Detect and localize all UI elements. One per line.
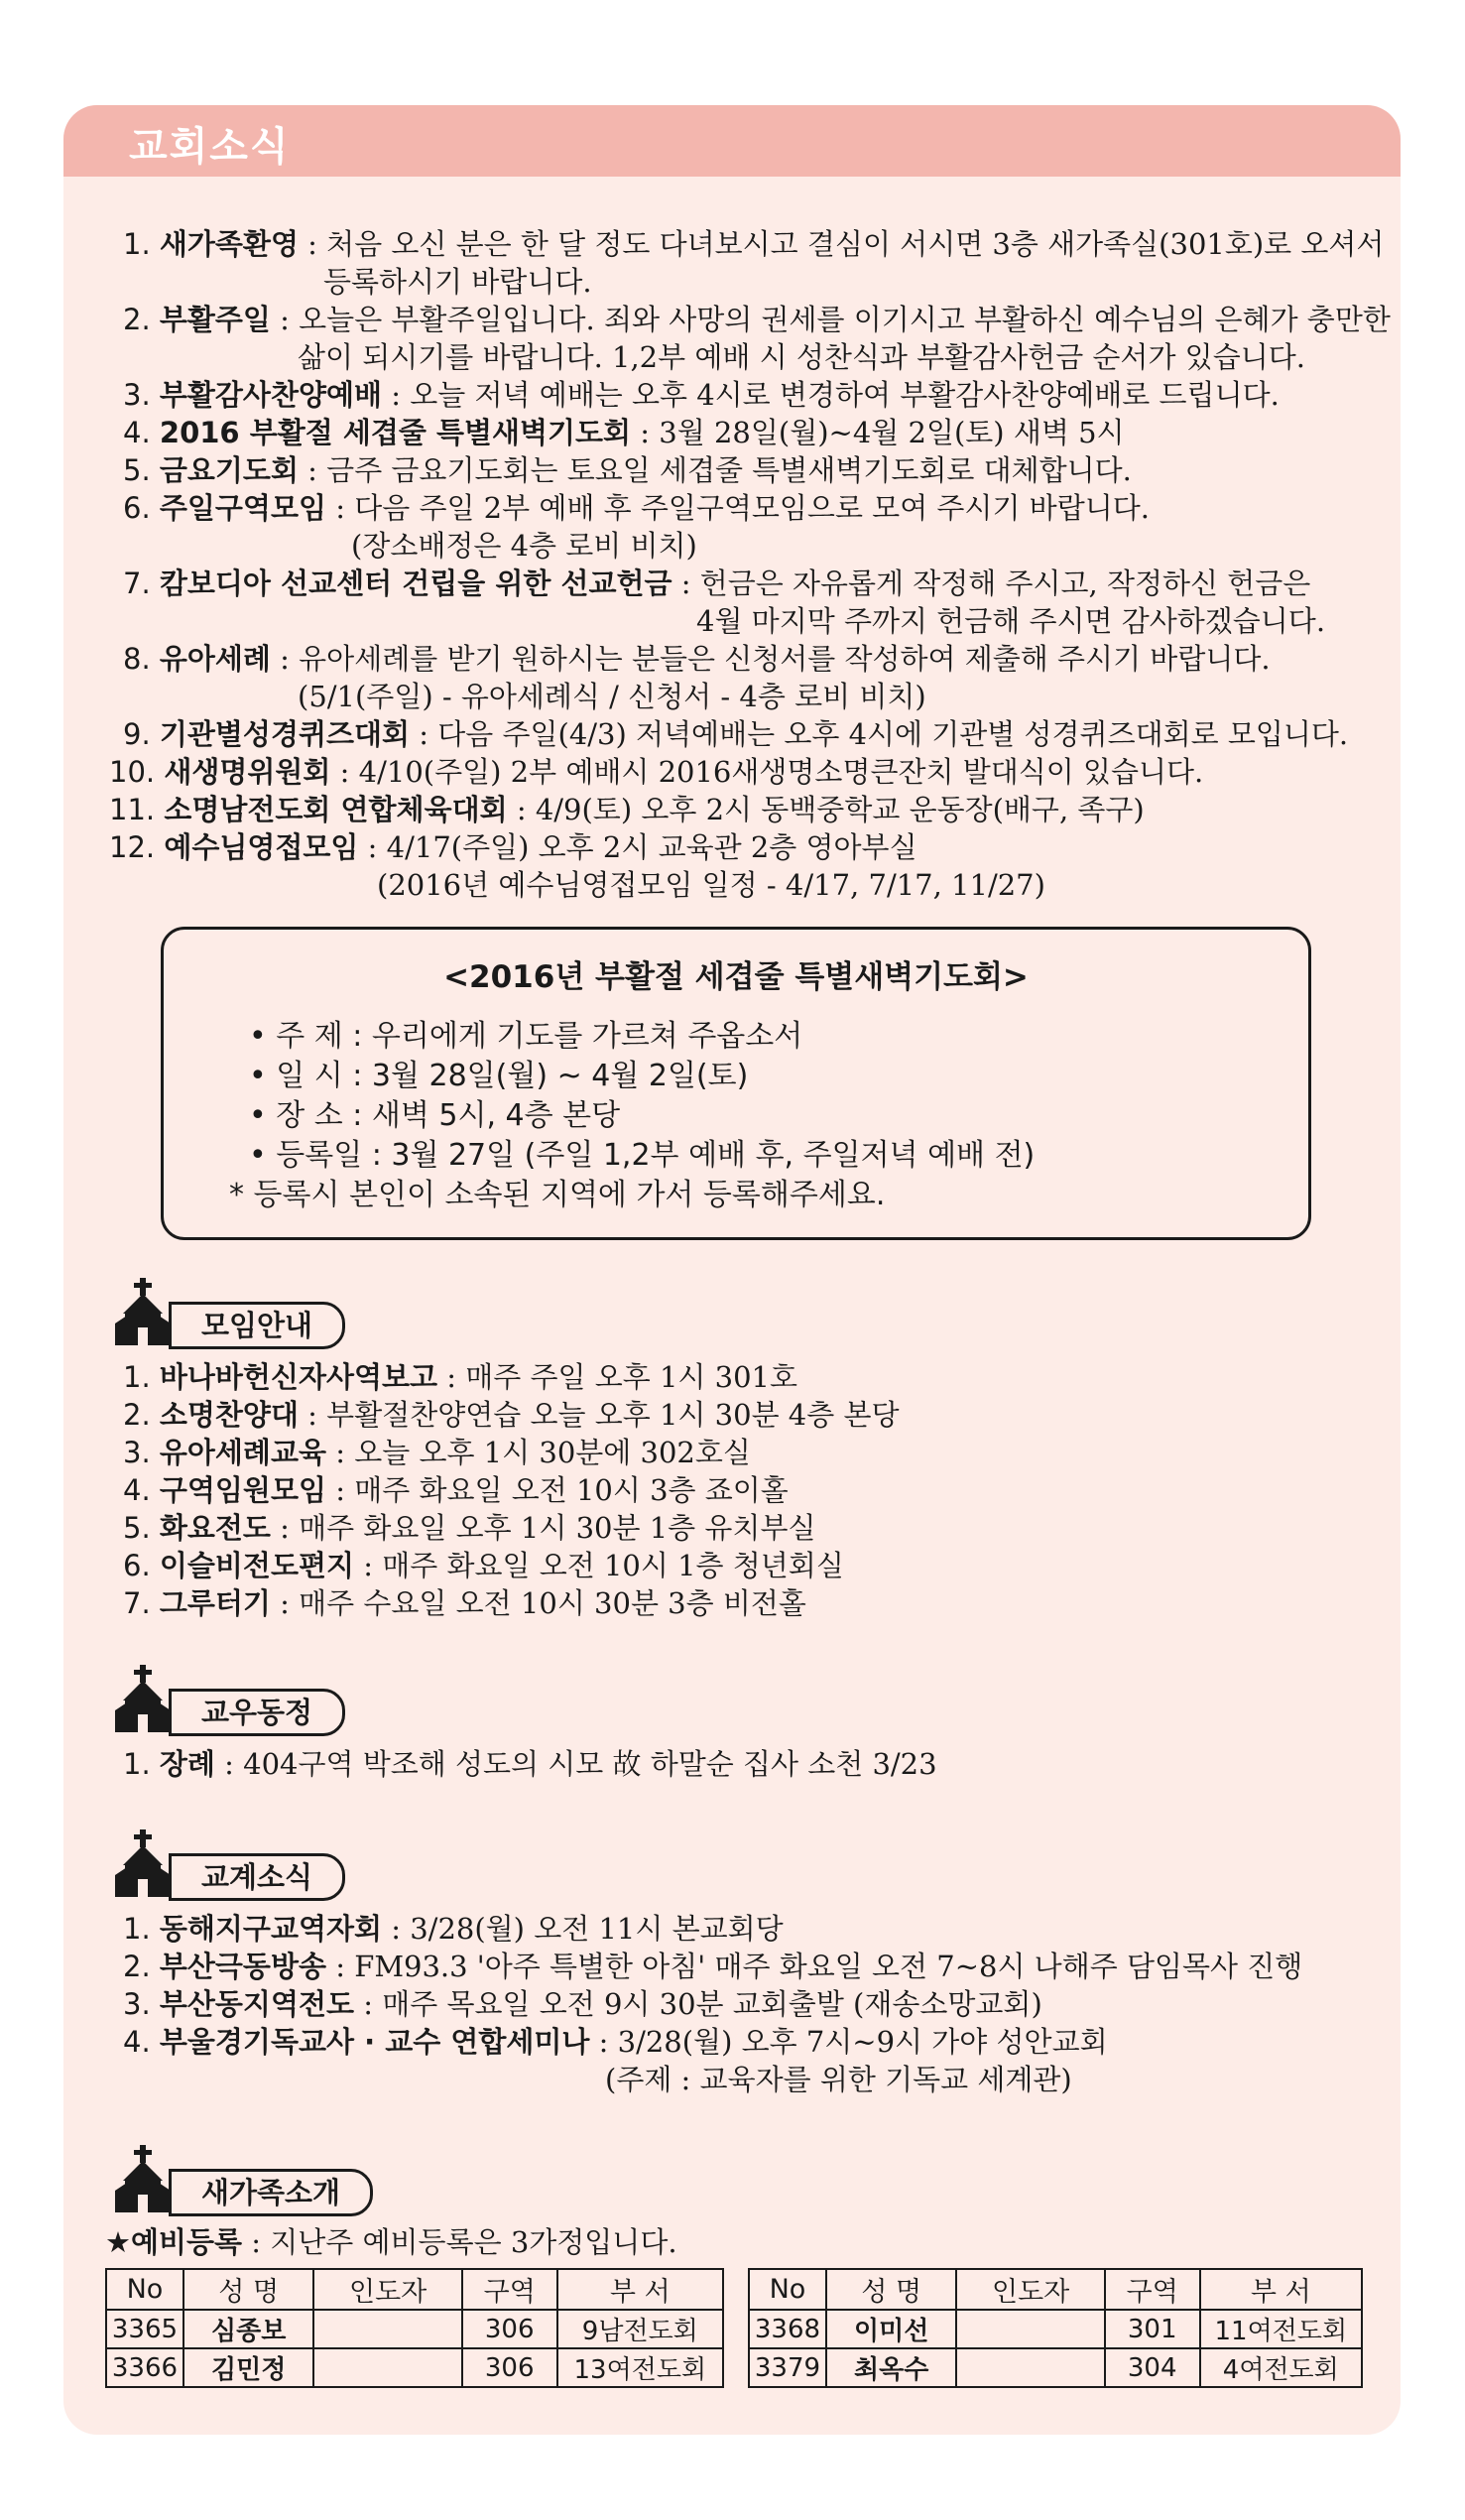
meeting-item: 3. 유아세례교육 : 오늘 오후 1시 30분에 302호실 (123, 1436, 751, 1469)
cell-name: 김민정 (183, 2348, 313, 2387)
prayer-box-item: • 주 제 : 우리에게 기도를 가르쳐 주옵소서 (249, 1019, 803, 1054)
col-header: 구역 (1105, 2269, 1200, 2310)
news-item: 4. 2016 부활절 세겹줄 특별새벽기도회 : 3월 28일(월)~4월 2일(토) 새벽 5시 (123, 416, 1125, 449)
section-title: 새가족소개 (169, 2169, 373, 2216)
col-header: 부 서 (557, 2269, 723, 2310)
other-news-item: 4. 부울경기독교사 · 교수 연합세미나 : 3/28(월) 오후 7시~9시 가야 성안교회 (123, 2025, 1108, 2059)
church-icon (115, 2145, 171, 2216)
cell-district: 306 (462, 2310, 557, 2348)
col-header: 성 명 (826, 2269, 956, 2310)
news-item: 11. 소명남전도회 연합체육대회 : 4/9(토) 오후 2시 동백중학교 운동장(배구, 족구) (109, 793, 1145, 826)
cell-name: 이미선 (826, 2310, 956, 2348)
cell-no: 3379 (749, 2348, 826, 2387)
meeting-item: 2. 소명찬양대 : 부활절찬양연습 오늘 오후 1시 30분 4층 본당 (123, 1398, 900, 1432)
news-item-cont: (장소배정은 4층 로비 비치) (351, 529, 697, 563)
news-item-cont: 삶이 되시기를 바랍니다. 1,2부 예배 시 성찬식과 부활감사헌금 순서가 있습니다. (298, 340, 1305, 374)
col-header: 인도자 (956, 2269, 1104, 2310)
news-item-cont: (5/1(주일) - 유아세례식 / 신청서 - 4층 로비 비치) (298, 680, 926, 713)
cell-district: 304 (1105, 2348, 1200, 2387)
meeting-item: 5. 화요전도 : 매주 화요일 오후 1시 30분 1층 유치부실 (123, 1511, 816, 1545)
page-title: 교회소식 (129, 124, 291, 170)
church-icon (115, 1665, 171, 1736)
cell-district: 301 (1105, 2310, 1200, 2348)
cell-name: 심종보 (183, 2310, 313, 2348)
table-row (749, 2310, 1362, 2348)
cell-guide (313, 2348, 461, 2387)
news-item: 2. 부활주일 : 오늘은 부활주일입니다. 죄와 사망의 권세를 이기시고 부활하신 예수님의 은혜가 충만한 (123, 303, 1391, 336)
cell-no: 3366 (106, 2348, 183, 2387)
cell-dept: 11여전도회 (1200, 2310, 1362, 2348)
cell-name: 최옥수 (826, 2348, 956, 2387)
table-header-row (749, 2269, 1362, 2310)
news-item: 7. 캄보디아 선교센터 건립을 위한 선교헌금 : 헌금은 자유롭게 작정해 주시고, 작정하신 헌금은 (123, 567, 1311, 600)
newcomer-table-right (748, 2268, 1363, 2388)
meeting-item: 4. 구역임원모임 : 매주 화요일 오전 10시 3층 죠이홀 (123, 1473, 789, 1507)
news-item: 10. 새생명위원회 : 4/10(주일) 2부 예배시 2016새생명소명큰잔치 발대식이 있습니다. (109, 755, 1204, 789)
table-row (106, 2310, 723, 2348)
news-item-cont: 등록하시기 바랍니다. (323, 265, 592, 299)
cell-dept: 4여전도회 (1200, 2348, 1362, 2387)
news-item: 5. 금요기도회 : 금주 금요기도회는 토요일 세겹줄 특별새벽기도회로 대체합니다. (123, 453, 1132, 487)
church-icon (115, 1278, 171, 1349)
prayer-box-note: * 등록시 본인이 소속된 지역에 가서 등록해주세요. (229, 1178, 886, 1212)
church-icon (115, 1829, 171, 1901)
cell-guide (956, 2348, 1104, 2387)
panel-header (63, 105, 1401, 177)
prereg-line: ★예비등록 : 지난주 예비등록은 3가정입니다. (105, 2225, 677, 2259)
newcomer-table-left (105, 2268, 724, 2388)
prayer-box-item: • 등록일 : 3월 27일 (주일 1,2부 예배 후, 주일저녁 예배 전) (249, 1138, 1036, 1173)
news-item: 9. 기관별성경퀴즈대회 : 다음 주일(4/3) 저녁예배는 오후 4시에 기관별 성경퀴즈대회로 모입니다. (123, 717, 1349, 751)
prayer-box-title: <2016년 부활절 세겹줄 특별새벽기도회> (443, 959, 1029, 995)
cell-dept: 9남전도회 (557, 2310, 723, 2348)
cell-no: 3368 (749, 2310, 826, 2348)
church-news-panel (63, 105, 1401, 2435)
news-item: 1. 새가족환영 : 처음 오신 분은 한 달 정도 다녀보시고 결심이 서시면 3층 새가족실(301호)로 오셔서 (123, 227, 1385, 261)
col-header: 인도자 (313, 2269, 461, 2310)
table-row (749, 2348, 1362, 2387)
news-item: 8. 유아세례 : 유아세례를 받기 원하시는 분들은 신청서를 작성하여 제출해 주시기 바랍니다. (123, 642, 1271, 676)
prayer-box-item: • 일 시 : 3월 28일(월) ~ 4월 2일(토) (249, 1059, 749, 1093)
member-news-item: 1. 장례 : 404구역 박조해 성도의 시모 故 하말순 집사 소천 3/23 (123, 1747, 937, 1781)
news-item: 12. 예수님영접모임 : 4/17(주일) 오후 2시 교육관 2층 영아부실 (109, 830, 917, 864)
cell-guide (956, 2310, 1104, 2348)
meeting-item: 1. 바나바헌신자사역보고 : 매주 주일 오후 1시 301호 (123, 1360, 798, 1394)
other-news-item-cont: (주제 : 교육자를 위한 기독교 세계관) (605, 2063, 1072, 2096)
section-title: 모임안내 (169, 1302, 345, 1349)
section-title: 교우동정 (169, 1689, 345, 1736)
table-row (106, 2348, 723, 2387)
cell-no: 3365 (106, 2310, 183, 2348)
meeting-item: 6. 이슬비전도편지 : 매주 화요일 오전 10시 1층 청년회실 (123, 1549, 844, 1582)
news-item-cont: 4월 마지막 주까지 헌금해 주시면 감사하겠습니다. (696, 604, 1326, 638)
section-title: 교계소식 (169, 1853, 345, 1901)
col-header: No (749, 2269, 826, 2310)
prayer-box-item: • 장 소 : 새벽 5시, 4층 본당 (249, 1098, 621, 1133)
cell-dept: 13여전도회 (557, 2348, 723, 2387)
other-news-item: 1. 동해지구교역자회 : 3/28(월) 오전 11시 본교회당 (123, 1912, 784, 1946)
meeting-item: 7. 그루터기 : 매주 수요일 오전 10시 30분 3층 비전홀 (123, 1586, 806, 1620)
news-item-cont: (2016년 예수님영접모임 일정 - 4/17, 7/17, 11/27) (377, 868, 1045, 902)
cell-guide (313, 2310, 461, 2348)
news-item: 3. 부활감사찬양예배 : 오늘 저녁 예배는 오후 4시로 변경하여 부활감사찬양예배로 드립니다. (123, 378, 1280, 412)
prayer-meeting-box (161, 927, 1311, 1240)
col-header: No (106, 2269, 183, 2310)
table-header-row (106, 2269, 723, 2310)
col-header: 성 명 (183, 2269, 313, 2310)
col-header: 구역 (462, 2269, 557, 2310)
other-news-item: 2. 부산극동방송 : FM93.3 '아주 특별한 아침' 매주 화요일 오전 7~8시 나해주 담임목사 진행 (123, 1950, 1303, 1983)
col-header: 부 서 (1200, 2269, 1362, 2310)
cell-district: 306 (462, 2348, 557, 2387)
other-news-item: 3. 부산동지역전도 : 매주 목요일 오전 9시 30분 교회출발 (재송소망교회) (123, 1987, 1042, 2021)
news-item: 6. 주일구역모임 : 다음 주일 2부 예배 후 주일구역모임으로 모여 주시기 바랍니다. (123, 491, 1150, 525)
